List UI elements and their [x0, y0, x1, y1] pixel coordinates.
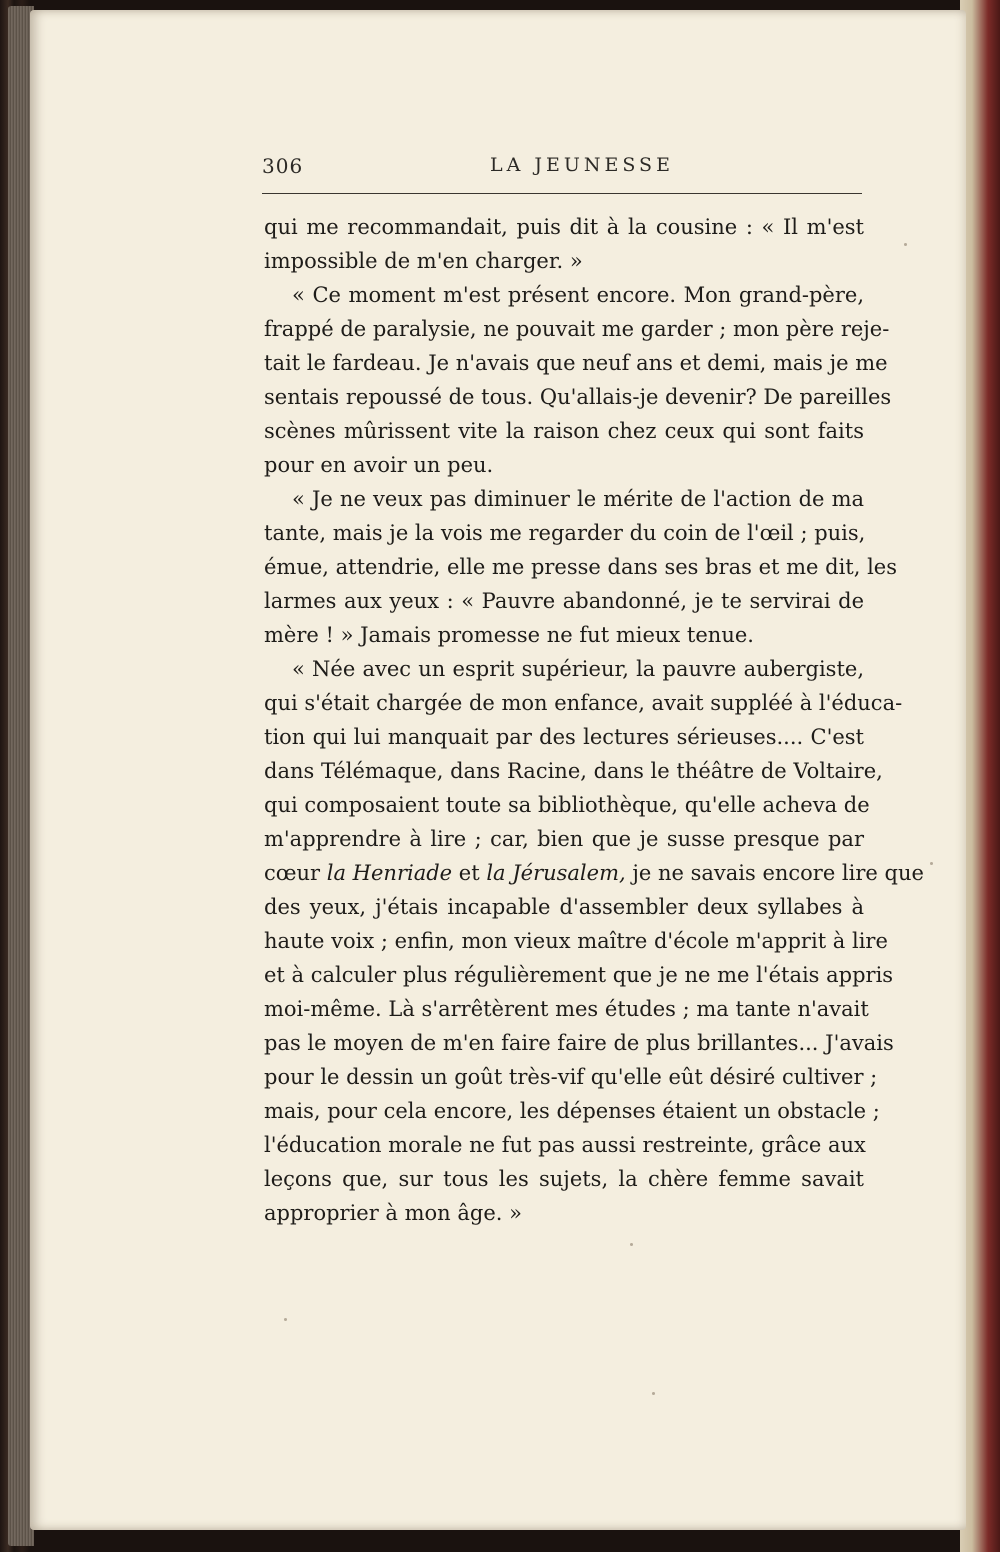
- text-line: qui s'était chargée de mon enfance, avait suppléé à l'éduca-: [264, 691, 903, 715]
- paper-speck: [930, 862, 933, 865]
- paper-speck: [652, 1392, 655, 1395]
- text-line: leçons que, sur tous les sujets, la chère femme savait: [264, 1167, 864, 1191]
- book-title: la Henriade: [326, 861, 453, 885]
- book-title: la Jérusalem,: [486, 861, 626, 885]
- text-line: dans Télémaque, dans Racine, dans le théâtre de Voltaire,: [264, 759, 883, 783]
- text-line: tion qui lui manquait par des lectures sérieuses.... C'est: [264, 725, 864, 749]
- paragraph: [264, 652, 924, 1230]
- text-line-with-titles: cœur la Henriade et la Jérusalem, je ne savais encore lire que: [264, 861, 924, 885]
- text-line: pour le dessin un goût très-vif qu'elle eût désiré cultiver ;: [264, 1065, 878, 1089]
- text-line: larmes aux yeux : « Pauvre abandonné, je te servirai de: [264, 589, 864, 613]
- text-line: « Née avec un esprit supérieur, la pauvre aubergiste,: [292, 657, 864, 681]
- text-line: pour en avoir un peu.: [264, 453, 494, 477]
- text-line: sentais repoussé de tous. Qu'allais-je devenir? De pareilles: [264, 385, 892, 409]
- page-number: 306: [262, 154, 304, 178]
- text-line: des yeux, j'étais incapable d'assembler deux syllabes à: [264, 895, 864, 919]
- text-line: scènes mûrissent vite la raison chez ceux qui sont faits: [264, 419, 864, 443]
- text-line: émue, attendrie, elle me presse dans ses bras et me dit, les: [264, 555, 897, 579]
- header-rule: [262, 193, 862, 194]
- paragraph: [264, 278, 892, 482]
- page-header: [262, 154, 862, 184]
- text-line: approprier à mon âge. »: [264, 1201, 522, 1225]
- text-line: qui me recommandait, puis dit à la cousine : « Il m'est: [264, 215, 864, 239]
- text-line: pas le moyen de m'en faire faire de plus brillantes... J'avais: [264, 1031, 894, 1055]
- text-line: l'éducation morale ne fut pas aussi restreinte, grâce aux: [264, 1133, 866, 1157]
- text-line: haute voix ; enfin, mon vieux maître d'école m'apprit à lire: [264, 929, 888, 953]
- text-line: mais, pour cela encore, les dépenses étaient un obstacle ;: [264, 1099, 880, 1123]
- text-line: tait le fardeau. Je n'avais que neuf ans et demi, mais je me: [264, 351, 888, 375]
- paragraph: [264, 482, 897, 652]
- text-line: tante, mais je la vois me regarder du coin de l'œil ; puis,: [264, 521, 866, 545]
- paragraph: [264, 210, 864, 278]
- paper-speck: [284, 1318, 287, 1321]
- paper-speck: [630, 1243, 633, 1246]
- text-line: impossible de m'en charger. »: [264, 249, 583, 273]
- text-line: frappé de paralysie, ne pouvait me garder ; mon père reje-: [264, 317, 890, 341]
- paper-speck: [904, 243, 907, 246]
- running-head: LA JEUNESSE: [490, 154, 674, 176]
- right-page-edge: [960, 0, 1000, 1552]
- text-line: mère ! » Jamais promesse ne fut mieux tenue.: [264, 623, 754, 647]
- text-line: « Je ne veux pas diminuer le mérite de l'action de ma: [292, 487, 864, 511]
- text-line: et à calculer plus régulièrement que je ne me l'étais appris: [264, 963, 894, 987]
- text-line: m'apprendre à lire ; car, bien que je susse presque par: [264, 827, 864, 851]
- body-text: [264, 210, 924, 1230]
- text-line: « Ce moment m'est présent encore. Mon grand-père,: [292, 283, 864, 307]
- text-line: moi-même. Là s'arrêtèrent mes études ; ma tante n'avait: [264, 997, 869, 1021]
- text-line: qui composaient toute sa bibliothèque, qu'elle acheva de: [264, 793, 870, 817]
